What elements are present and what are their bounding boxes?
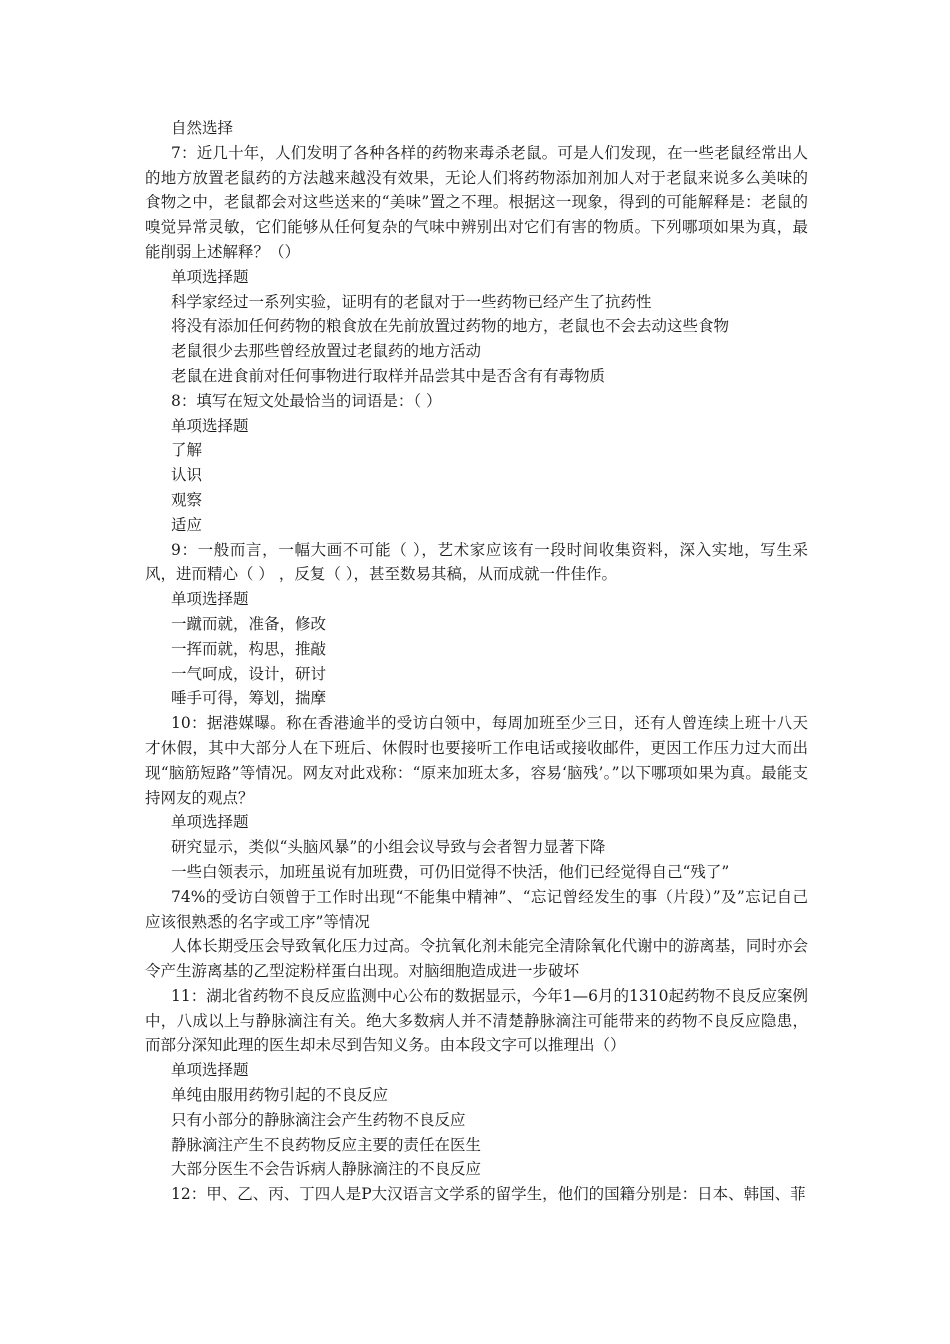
- question-type: 单项选择题: [171, 813, 249, 832]
- option-c[interactable]: 老鼠很少去那些曾经放置过老鼠药的地方活动: [171, 342, 482, 361]
- question-type: 单项选择题: [171, 590, 249, 609]
- question-stem: 7：近几十年，人们发明了各种各样的药物来毒杀老鼠。可是人们发现，在一些老鼠经常出人的地方放置老鼠药的方法越来越没有效果，无论人们将药物添加剂加人对于老鼠来说多么美味的食物之中，老鼠都会对这些送来的“美味”置之不理。根据这一现象，得到的可能解释是：老鼠的嗅觉异常灵敏，它们能够从任何复杂的气味中辨别出对它们有害的物质。下列哪项如果为真，最能削弱上述解释？（）: [145, 143, 808, 261]
- option-b[interactable]: 一些白领表示，加班虽说有加班费，可仍旧觉得不快活，他们已经觉得自己“残了”: [171, 862, 730, 881]
- option-c[interactable]: 一气呵成，设计，研讨: [171, 664, 327, 683]
- question-stem: 8：填写在短文处最恰当的词语是：（ ）: [171, 391, 442, 410]
- question-type: 单项选择题: [171, 267, 249, 286]
- section-title: 自然选择: [171, 119, 234, 137]
- option-b[interactable]: 一挥而就，构思，推敲: [171, 639, 327, 658]
- option-d[interactable]: 老鼠在进食前对任何事物进行取样并品尝其中是否含有有毒物质: [171, 366, 606, 385]
- option-d[interactable]: 大部分医生不会告诉病人静脉滴注的不良反应: [171, 1160, 482, 1179]
- option-b[interactable]: 将没有添加任何药物的粮食放在先前放置过药物的地方，老鼠也不会去动这些食物: [171, 317, 730, 336]
- option-a[interactable]: 了解: [171, 441, 203, 460]
- question-type: 单项选择题: [171, 416, 249, 435]
- option-d[interactable]: 人体长期受压会导致氧化压力过高。令抗氧化剂未能完全清除氧化代谢中的游离基，同时亦会令产生游离基的乙型淀粉样蛋白出现。对脑细胞造成进一步破坏: [145, 937, 808, 981]
- document-page: [145, 116, 808, 1207]
- option-c[interactable]: 74%的受访白领曾于工作时出现“不能集中精神”、“忘记曾经发生的事（片段）”及”忘记自己应该很熟悉的名字或工序”等情况: [145, 887, 808, 931]
- option-b[interactable]: 认识: [171, 466, 203, 485]
- question-stem: 9：一般而言，一幅大画不可能（ ），艺术家应该有一段时间收集资料，深入实地，写生采风，进而精心（ ） ，反复（ ），甚至数易其稿，从而成就一件佳作。: [145, 540, 808, 584]
- option-a[interactable]: 一蹴而就，准备，修改: [171, 614, 327, 633]
- option-a[interactable]: 研究显示，类似“头脑风暴”的小组会议导致与会者智力显著下降: [171, 838, 606, 857]
- question-type: 单项选择题: [171, 1061, 249, 1080]
- option-c[interactable]: 静脉滴注产生不良药物反应主要的责任在医生: [171, 1135, 482, 1154]
- option-b[interactable]: 只有小部分的静脉滴注会产生药物不良反应: [171, 1110, 466, 1129]
- option-a[interactable]: 单纯由服用药物引起的不良反应: [171, 1086, 389, 1105]
- question-stem: 10：据港媒曝。称在香港逾半的受访白领中，每周加班至少三日，还有人曾连续上班十八天才休假，其中大部分人在下班后、休假时也要接听工作电话或接收邮件，更因工作压力过大而出现“脑筋短路”等情况。网友对此戏称：“原来加班太多，容易‘脑残’。”以下哪项如果为真。最能支持网友的观点？: [145, 714, 808, 807]
- question-stem: 11：湖北省药物不良反应监测中心公布的数据显示，今年1—6月的1310起药物不良反应案例中，八成以上与静脉滴注有关。绝大多数病人并不清楚静脉滴注可能带来的药物不良反应隐患，而部分深知此理的医生却未尽到告知义务。由本段文字可以推理出（）: [145, 986, 808, 1055]
- option-d[interactable]: 适应: [171, 515, 203, 534]
- question-stem: 12：甲、乙、丙、丁四人是P大汉语言文学系的留学生，他们的国籍分别是：日本、韩国、菲: [171, 1185, 806, 1204]
- option-c[interactable]: 观察: [171, 490, 203, 509]
- option-d[interactable]: 唾手可得，筹划，揣摩: [171, 689, 327, 708]
- option-a[interactable]: 科学家经过一系列实验，证明有的老鼠对于一些药物已经产生了抗药性: [171, 292, 652, 311]
